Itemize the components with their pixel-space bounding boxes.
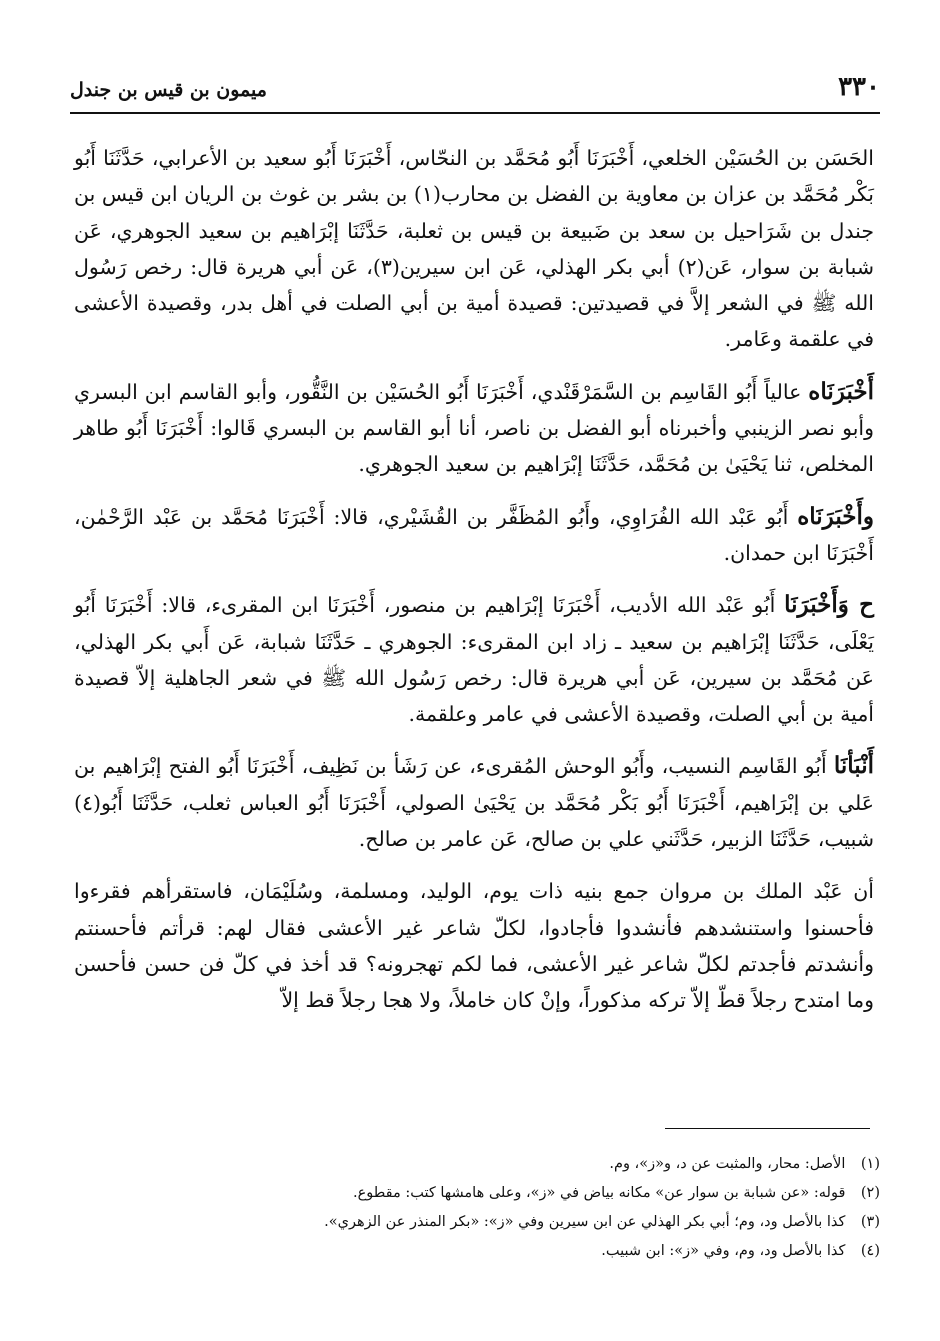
paragraph: [74, 140, 874, 358]
footnote: [74, 1150, 880, 1179]
footnote-text: قوله: «عن شبابة بن سوار عن» مكانه بياض في «ز»، وعلى هامشها كتب: مقطوع.: [352, 1185, 846, 1201]
paragraph: [74, 499, 874, 572]
paragraph-text: أَبُو القَاسِم النسيب، وأَبُو الوحش المُقرىء، عن رَشَأ بن نَظِيف، أَخْبَرَنَا أَبُو الفتح إبْرَاهيم بن عَلي بن إبْرَاهيم، أَخْبَرَنَا أَبُو بَكْر مُحَمَّد بن يَحْيَىٰ الصولي، أَخْبَرَنَا أَبُو العباس ثعلب، حَدَّثَنَا أَبُو(٤) شبيب، حَدَّثَنَا الزبير، حَدَّثَني علي بن صالح، عَن عامر بن صالح.: [74, 754, 874, 852]
footnote: [74, 1237, 880, 1266]
footnote-number: (١): [860, 1156, 880, 1172]
paragraph-text: الحَسَن بن الحُسَيْن الخلعي، أَخْبَرَنَا أَبُو مُحَمَّد بن النحّاس، أَخْبَرَنَا أَبُو سعيد بن الأعرابي، حَدَّثَنَا أَبُو بَكْر مُحَمَّد بن عزان بن معاوية بن الفضل بن محارب(١) بن بشر بن غوث بن الريان ابن قيس بن جندل بن شَرَاحيل بن سعد بن ضَبيعة بن قيس بن ثعلبة، حَدَّثَنَا إبْرَاهيم بن سعيد الجوهري، عَن شبابة بن سوار، عَن(٢) أبي بكر الهذلي، عَن ابن سيرين(٣)، عَن أبي هريرة قال: رخص رَسُول الله ﷺ في الشعر إلاَّ في قصيدتين: قصيدة أمية بن أبي الصلت في أهل بدر، وقصيدة الأعشى في علقمة وعَامر.: [74, 146, 874, 352]
paragraph-text: عالياً أَبُو القَاسِم بن السَّمَرْقَنْدي، أَخْبَرَنَا أَبُو الحُسَيْن بن النَّقُّور، وأبو القاسم ابن البسري وأبو نصر الزينبي وأخبرناه أبو الفضل بن ناصر، أنا أبو القاسم بن البسري قَالوا: أَخْبَرَنَا أَبُو طاهر المخلص، ثنا يَحْيَىٰ بن مُحَمَّد، حَدَّثَنَا إبْرَاهيم بن سعيد الجوهري.: [74, 379, 874, 477]
paragraph-text: أَبُو عَبْد الله الفُرَاوِي، وأَبُو المُظَفَّر بن القُشَيْري، قالا: أَخْبَرَنَا مُحَمَّد بن عَبْد الرَّحْمٰن، أَخْبَرَنَا ابن حمدان.: [74, 504, 874, 565]
paragraph: [74, 873, 874, 1018]
footnote-text: كذا بالأصل ود، وم، وفي «ز»: ابن شبيب.: [601, 1243, 846, 1259]
footnote: [74, 1208, 880, 1237]
main-text: [74, 140, 874, 1029]
page-number: ٣٣٠: [838, 72, 880, 102]
paragraph: [74, 748, 874, 857]
paragraph-lead-word: أَخْبَرَنَاه: [808, 377, 874, 405]
page-header: [70, 72, 880, 106]
header-rule: [70, 112, 880, 114]
footnote-number: (٤): [860, 1243, 880, 1259]
paragraph-text: أَبُو عَبْد الله الأديب، أَخْبَرَنَا إبْرَاهيم بن منصور، أَخْبَرَنَا ابن المقرىء، قالا: أَخْبَرَنَا أَبُو يَعْلَى، حَدَّثَنَا إبْرَاهيم بن سعيد ـ زاد ابن المقرىء: الجوهري ـ حَدَّثَنَا شبابة، عَن أَبي بكر الهذلي، عَن مُحَمَّد بن سيرين، عَن أبي هريرة قال: رخص رَسُول الله ﷺ في شعر الجاهلية إلاّ قصيدة أمية بن أبي الصلت، وقصيدة الأعشى في عامر وعلقمة.: [74, 593, 874, 727]
paragraph: [74, 374, 874, 483]
footnote-number: (٢): [860, 1185, 880, 1201]
footnote-rule: [665, 1128, 870, 1129]
paragraph: [74, 587, 874, 732]
running-title: ميمون بن قيس بن جندل: [70, 79, 267, 101]
footnote-text: كذا بالأصل ود، وم؛ أبي بكر الهذلي عن ابن سيرين وفي «ز»: «بكر المنذر عن الزهري».: [324, 1214, 846, 1230]
paragraph-lead-word: وأَخْبَرَنَاه: [797, 502, 874, 530]
footnotes: [74, 1150, 880, 1266]
footnote-text: الأصل: محار، والمثبت عن د، و«ز»، وم.: [609, 1156, 846, 1172]
paragraph-text: أن عَبْد الملك بن مروان جمع بنيه ذات يوم، الوليد، ومسلمة، وسُلَيْمَان، فاستقرأهم فقرءوا فأحسنوا واستنشدهم فأنشدوا فأجادوا، لكلّ شاعر غير الأعشى فقال لهم: قرأتم فأحسنتم وأنشدتم فأجدتم لكلّ شاعر غير الأعشى، فما لكم تهجرونه؟ قد أخذ في كلّ فن حسن فأحسن وما امتدح رجلاً قطّ إلاّ تركه مذكوراً، وإنْ كان خاملاً، ولا هجا رجلاً قط إلاّ: [74, 879, 874, 1013]
paragraph-lead-word: أَنْبَأنَا: [833, 752, 874, 780]
paragraph-lead-word: ح وَأَخْبَرَنَا: [784, 591, 875, 619]
footnote: [74, 1179, 880, 1208]
footnote-number: (٣): [860, 1214, 880, 1230]
